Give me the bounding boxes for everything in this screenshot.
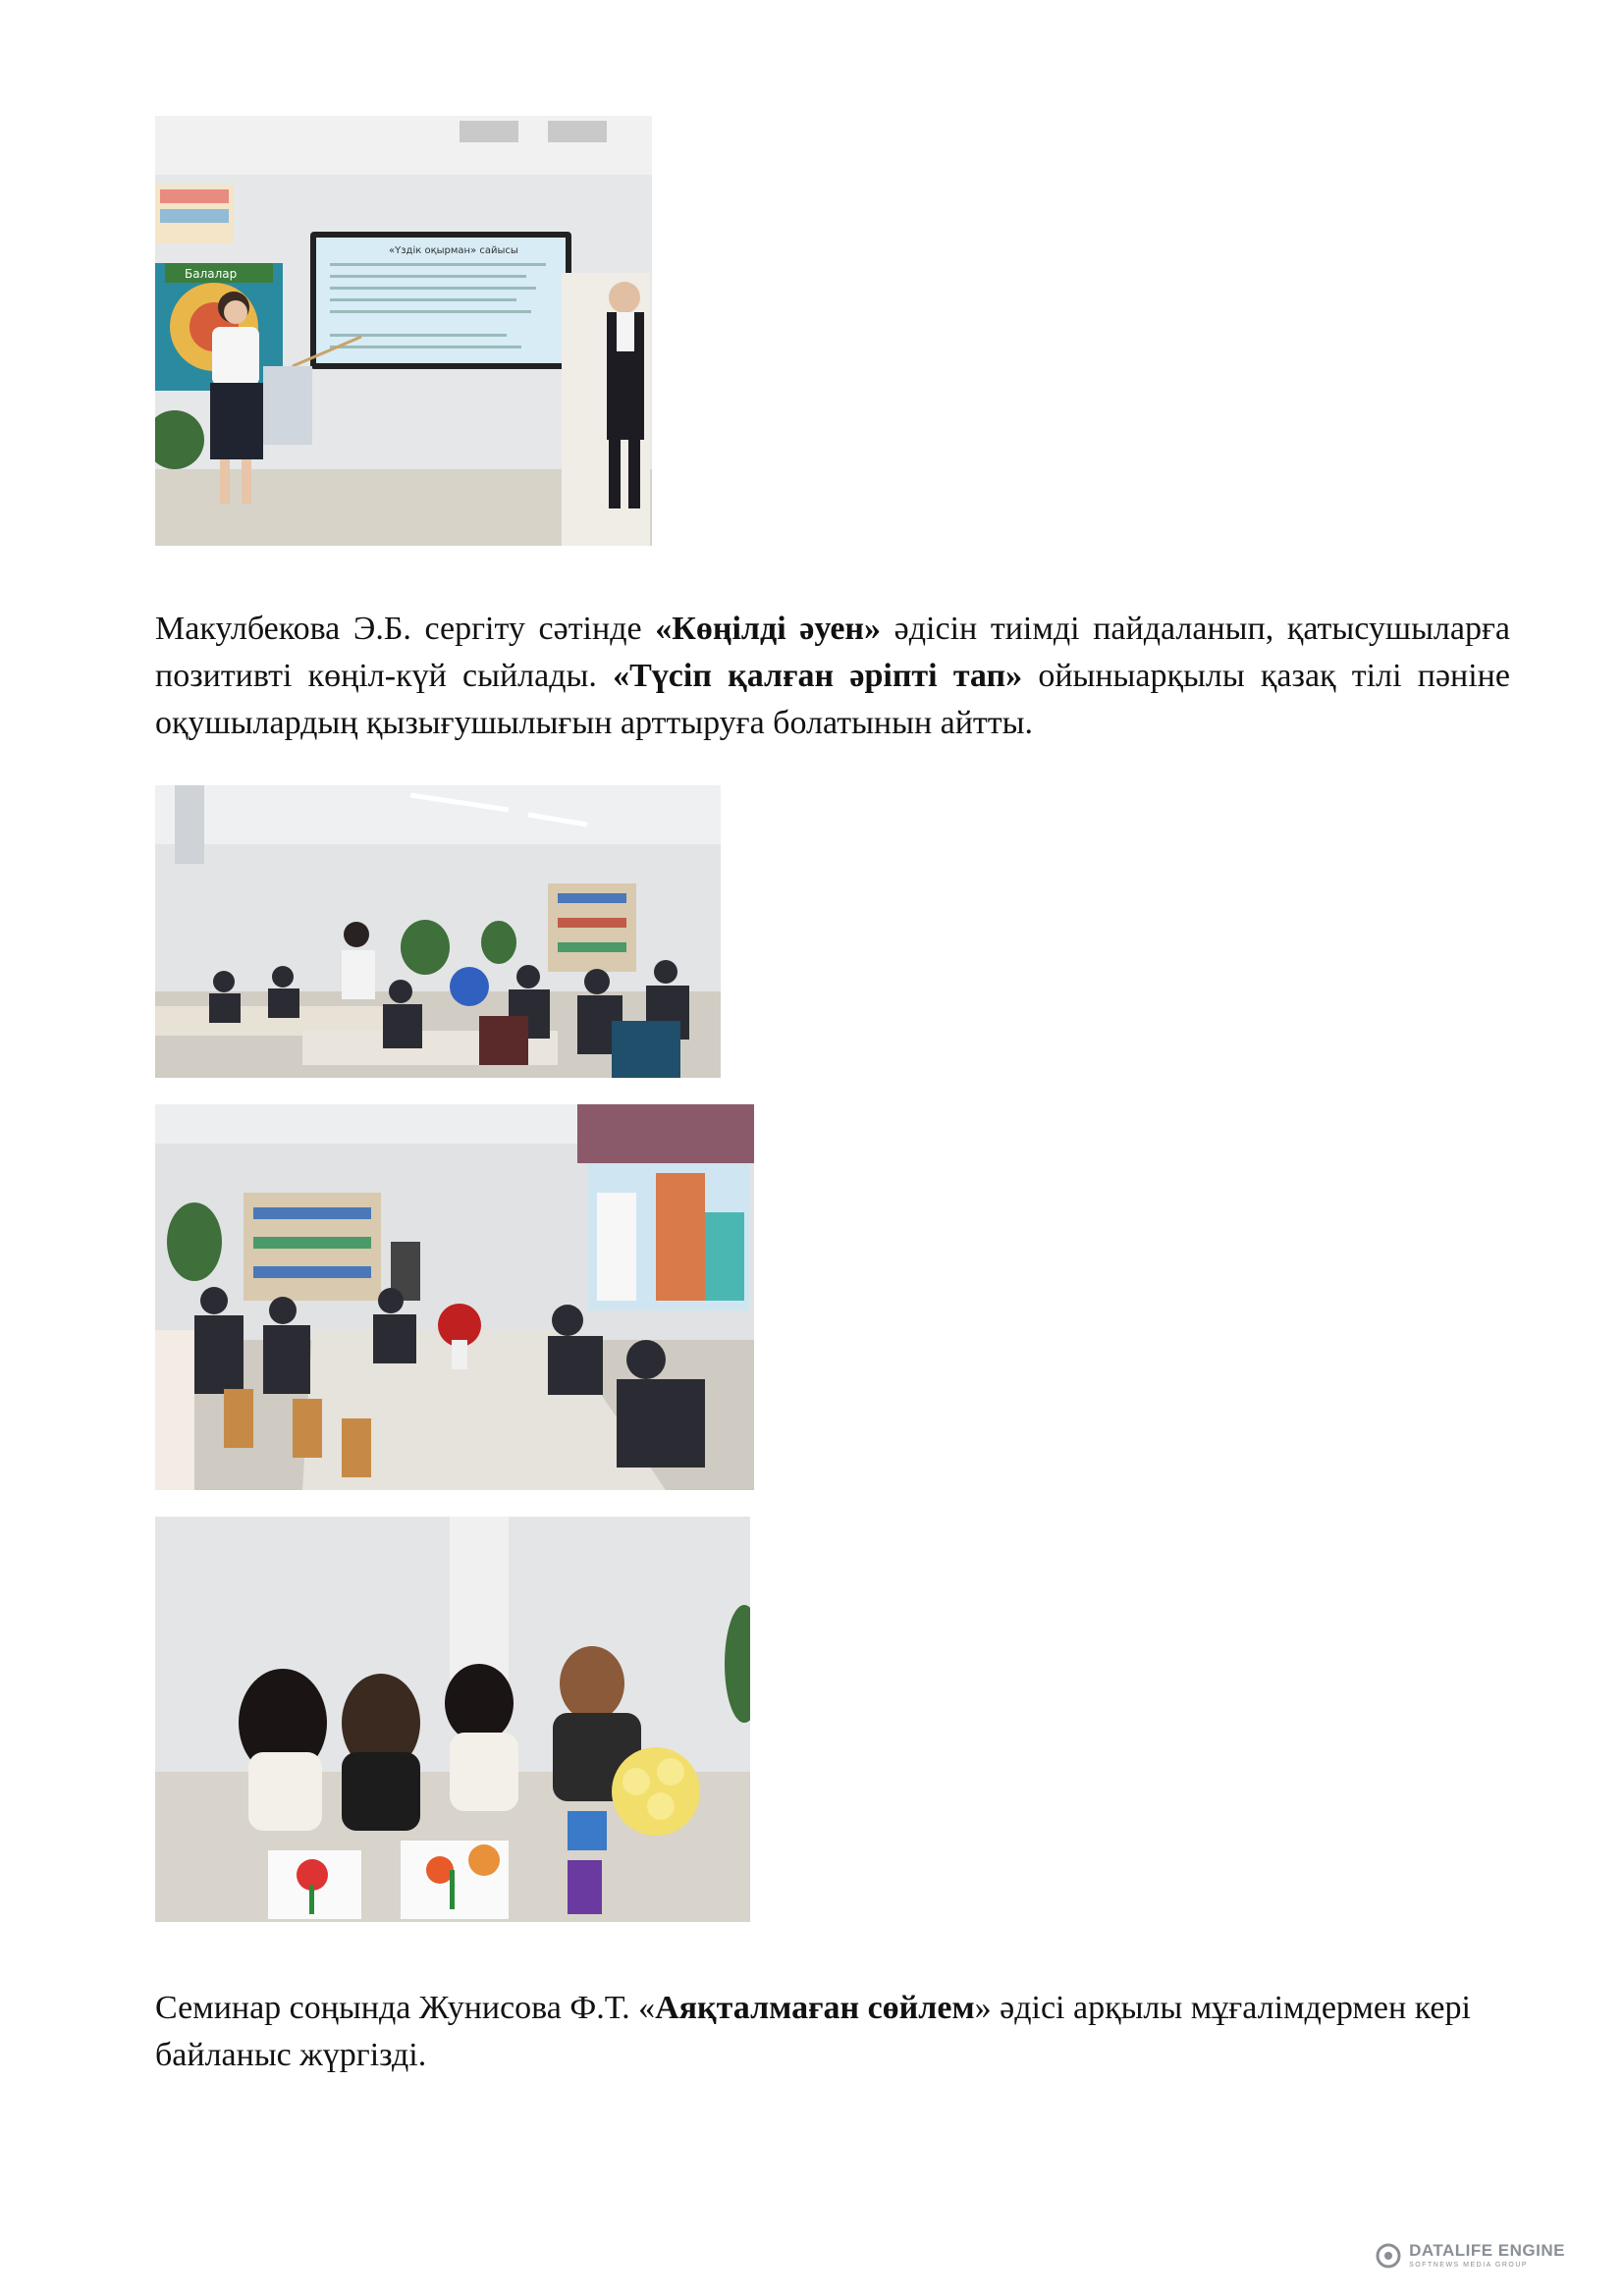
classroom-seminar-participants-photo [155, 785, 721, 1078]
paragraph1-text-3: ойыныарқылы қазақ тілі пәніне оқушылардың қызығушылығын арттыруға болатынын айтты. [155, 658, 1510, 741]
paragraph2-text-1: Семинар соңында Жунисова Ф.Т. « [155, 1990, 656, 2026]
method-ayaktalmagan-soylem: Аяқталмаған сөйлем [655, 1990, 975, 2026]
teachers-writing-with-flowers-photo [155, 1517, 750, 1922]
watermark-title: DATALIFE ENGINE [1409, 2241, 1565, 2260]
datalife-logo-icon [1376, 2243, 1401, 2269]
screen-title: «Үздік оқырман» сайысы [389, 245, 518, 256]
paragraph-makulbekova [155, 606, 1510, 747]
paragraph1-text-2: әдісін тиімді пайдаланып, қатысушыларға позитивті көңіл-күй сыйлады. [155, 611, 1511, 694]
paragraph-zhunisova [155, 1985, 1510, 2079]
watermark-subtitle: SOFTNEWS MEDIA GROUP [1409, 2262, 1529, 2269]
method-konildi-auen: «Көңілді әуен» [655, 611, 882, 647]
game-tusip-kalgan-eripti-tap: «Түсіп қалған әріпті тап» [613, 658, 1023, 694]
teacher-presenting-at-interactive-board-photo [155, 116, 652, 546]
teachers-working-at-tables-photo [155, 1104, 754, 1490]
paragraph1-text-1: Макулбекова Э.Б. сергіту сәтінде [155, 611, 656, 647]
poster-label: Балалар [185, 267, 238, 281]
paragraph2-text-2: » әдісі арқылы мұғалімдермен кері байланыс жүргізді. [155, 1990, 1471, 2073]
datalife-engine-watermark [1376, 2242, 1565, 2269]
